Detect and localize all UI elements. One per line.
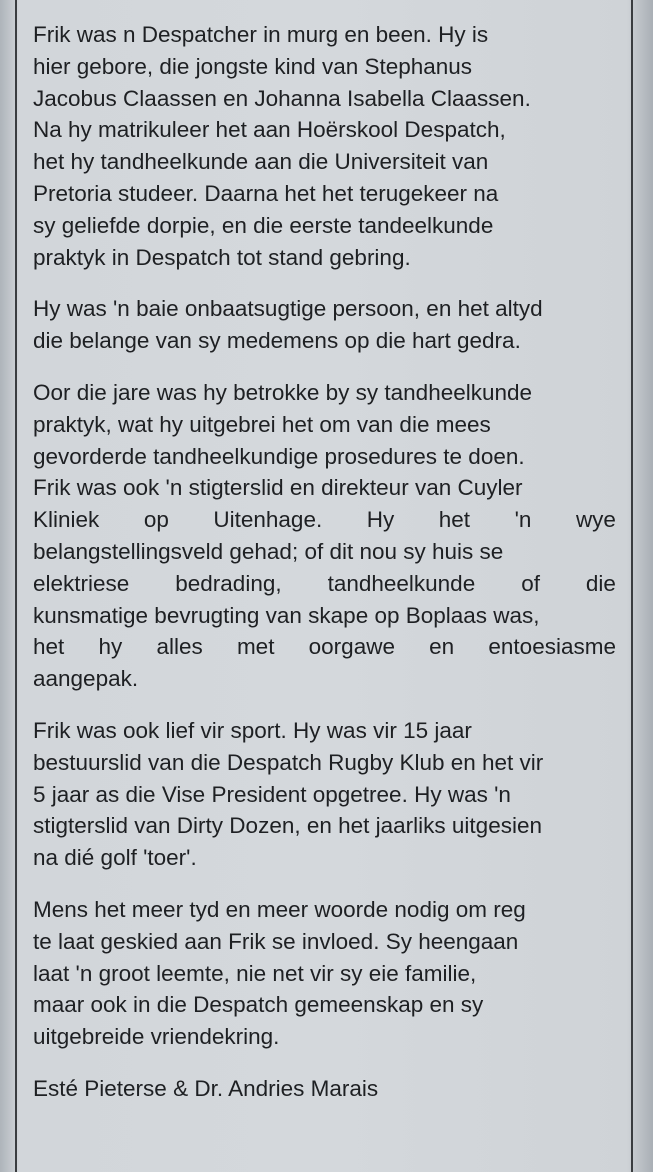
text-line-justified (33, 568, 616, 600)
paragraph-career (33, 377, 616, 695)
text-line: Frik was ook 'n stigterslid en direkteur van Cuyler (33, 475, 523, 501)
text-line: uitgebreide vriendekring. (33, 1024, 280, 1050)
text-line: aangepak. (33, 666, 139, 692)
word: alles (156, 634, 203, 660)
text-line: hier gebore, die jongste kind van Stephanus (33, 53, 473, 79)
text-line: stigterslid van Dirty Dozen, en het jaarliks uitgesien (33, 813, 542, 839)
text-line: sy geliefde dorpie, en die eerste tandeelkunde (33, 212, 494, 238)
text-line: Frik was n Despatcher in murg en been. Hy is (33, 22, 489, 47)
word: entoesiasme (488, 634, 616, 660)
word: Uitenhage. (213, 507, 323, 533)
text-line: Hy was 'n baie onbaatsugtige persoon, en het altyd (33, 296, 543, 322)
word: tandheelkunde (327, 570, 476, 596)
word: met (236, 634, 275, 660)
text-line: die belange van sy medemens op die hart gedra. (33, 328, 521, 354)
text-line: Frik was ook lief vir sport. Hy was vir 15 jaar (33, 717, 472, 743)
text-line: gevorderde tandheelkundige prosedures te doen. (33, 443, 525, 469)
text-line: praktyk, wat hy uitgebrei het om van die mees (33, 411, 491, 437)
text-line: laat 'n groot leemte, nie net vir sy eie familie, (33, 960, 477, 986)
text-line: kunsmatige bevrugting van skape op Boplaas was, (33, 602, 540, 628)
text-line: te laat geskied aan Frik se invloed. Sy heengaan (33, 928, 519, 954)
text-line: belangstellingsveld gehad; of dit nou sy huis se (33, 538, 504, 564)
signature: Esté Pieterse & Dr. Andries Marais (33, 1075, 379, 1101)
word: Hy (366, 507, 395, 533)
word: of (521, 570, 540, 596)
word: het (33, 634, 65, 660)
paragraph-character (33, 293, 616, 357)
text-line: Oor die jare was hy betrokke by sy tandheelkunde (33, 379, 533, 405)
text-line: na dié golf 'toer'. (33, 845, 197, 871)
word: elektriese (33, 570, 130, 596)
text-line-justified (33, 504, 616, 536)
word: en (429, 634, 455, 660)
word: het (438, 507, 471, 533)
text-line: Jacobus Claassen en Johanna Isabella Claassen. (33, 85, 531, 111)
word: op (143, 507, 169, 533)
word: wye (575, 507, 616, 533)
word: bedrading, (175, 570, 282, 596)
text-line: het hy tandheelkunde aan die Universiteit van (33, 149, 489, 175)
paragraph-biography (33, 19, 616, 273)
paragraph-legacy (33, 894, 616, 1053)
word: hy (98, 634, 123, 660)
word: 'n (514, 507, 532, 533)
text-line: Mens het meer tyd en meer woorde nodig om reg (33, 896, 526, 922)
text-line: Pretoria studeer. Daarna het het terugekeer na (33, 180, 499, 206)
word: oorgawe (308, 634, 395, 660)
word: Kliniek (33, 507, 100, 533)
text-line: bestuurslid van die Despatch Rugby Klub en het vir (33, 749, 544, 775)
paragraph-sport (33, 715, 616, 874)
tribute-text (33, 19, 616, 1105)
text-line: maar ook in die Despatch gemeenskap en sy (33, 992, 484, 1018)
text-line: 5 jaar as die Vise President opgetree. Hy was 'n (33, 781, 511, 807)
text-line-justified (33, 631, 616, 663)
text-line: praktyk in Despatch tot stand gebring. (33, 244, 411, 270)
text-line: Na hy matrikuleer het aan Hoërskool Despatch, (33, 117, 506, 143)
word: die (585, 570, 616, 596)
